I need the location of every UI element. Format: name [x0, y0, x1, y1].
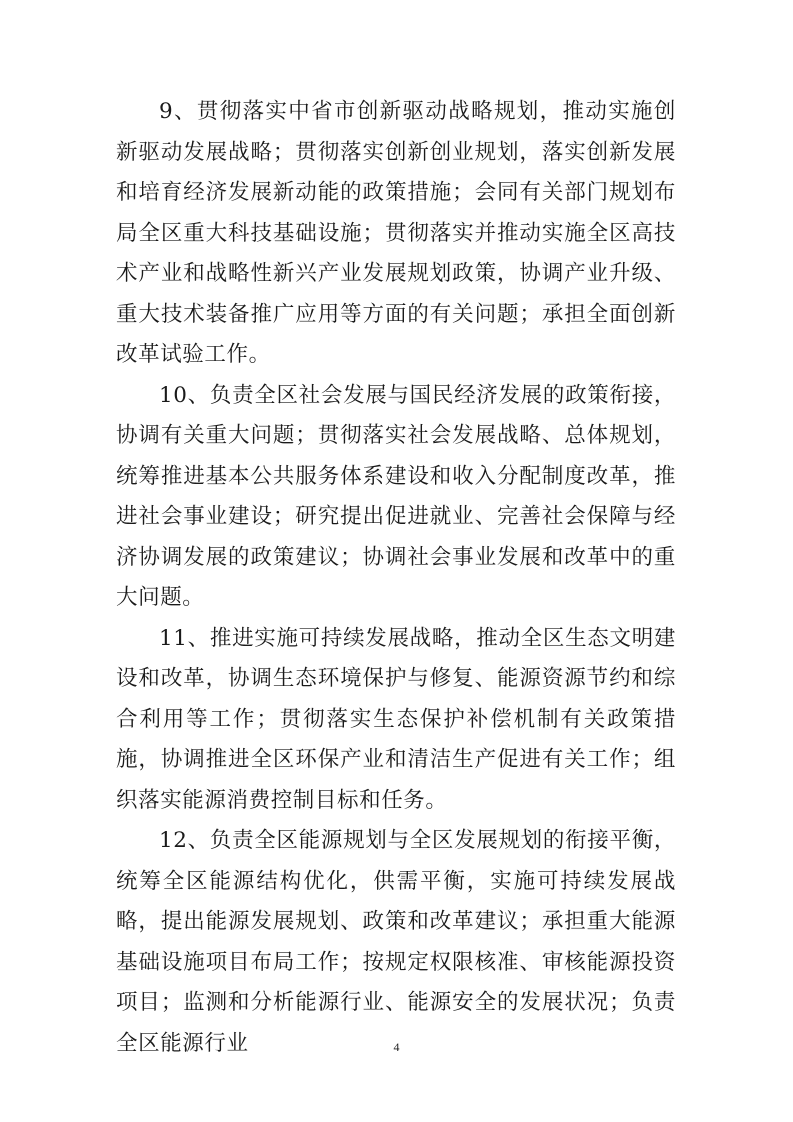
paragraph-item-10: 10、负责全区社会发展与国民经济发展的政策衔接，协调有关重大问题；贯彻落实社会发展战略、总体规划，统筹推进基本公共服务体系建设和收入分配制度改革，推进社会事业建设；研究提出促进就业、完善社会保障与经济协调发展的政策建议；协调社会事业发展和改革中的重大问题。: [116, 382, 676, 610]
page-number: 4: [393, 1040, 400, 1054]
document-body: [116, 92, 676, 1064]
paragraph-item-11: 11、推进实施可持续发展战略，推动全区生态文明建设和改革，协调生态环境保护与修复、能源资源节约和综合利用等工作；贯彻落实生态保护补偿机制有关政策措施，协调推进全区环保产业和清洁生产促进有关工作；组织落实能源消费控制目标和任务。: [116, 625, 676, 813]
paragraph-item-9: 9、贯彻落实中省市创新驱动战略规划，推动实施创新驱动发展战略；贯彻落实创新创业规划，落实创新发展和培育经济发展新动能的政策措施；会同有关部门规划布局全区重大科技基础设施；贯彻落实并推动实施全区高技术产业和战略性新兴产业发展规划政策，协调产业升级、重大技术装备推广应用等方面的有关问题；承担全面创新改革试验工作。: [116, 99, 676, 367]
paragraph-item-12: 12、负责全区能源规划与全区发展规划的衔接平衡，统筹全区能源结构优化，供需平衡，实施可持续发展战略，提出能源发展规划、政策和改革建议；承担重大能源基础设施项目布局工作；按规定权限核准、审核能源投资项目；监测和分析能源行业、能源安全的发展状况；负责全区能源行业: [116, 828, 676, 1056]
